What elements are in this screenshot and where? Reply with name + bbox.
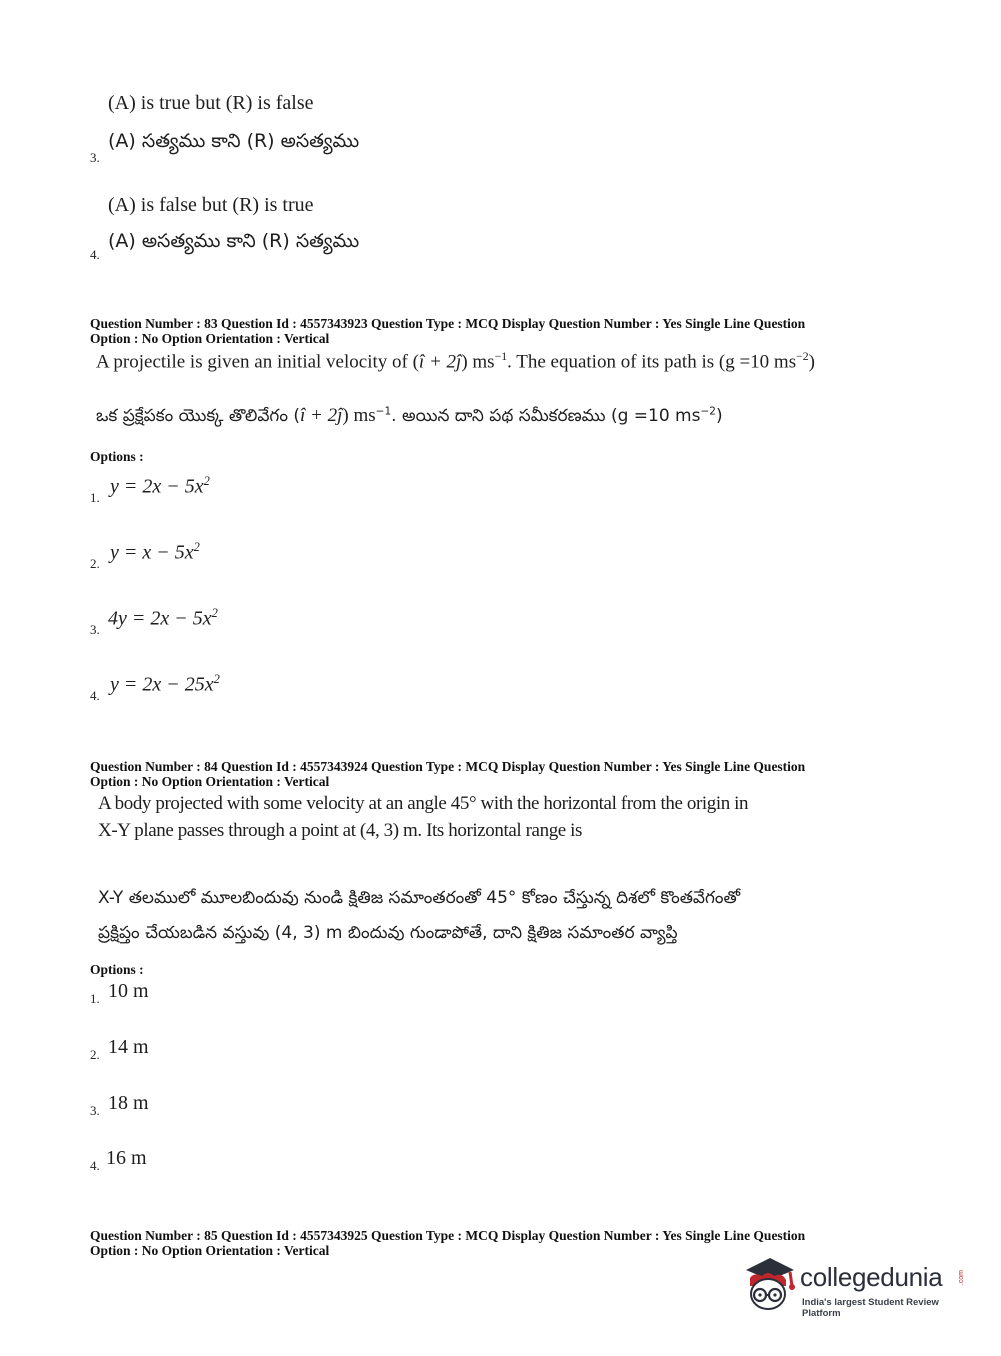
question-84-text-te-line1: X-Y తలములో మూలబిందువు నుండి క్షితిజ సమాంతరంతో 45° కోణం చేస్తున్న దిశలో కొంతవేగంతో — [98, 888, 741, 908]
question-83-option-4-number: 4. — [90, 688, 100, 703]
question-83-meta-line1: Question Number : 83 Question Id : 4557343923 Question Type : MCQ Display Question Number : Yes Single Line Question — [90, 316, 806, 331]
question-83-option-1-equation — [110, 474, 210, 499]
question-83-option-2-equation — [110, 540, 200, 565]
collegedunia-logo[interactable] — [740, 1250, 980, 1320]
question-83-text-en-exp1: −1 — [494, 350, 508, 363]
prev-option-3[interactable] — [88, 88, 688, 168]
question-85-meta-line1: Question Number : 85 Question Id : 4557343925 Question Type : MCQ Display Question Number : Yes Single Line Question — [90, 1228, 806, 1243]
question-83-te-velocity-vector: î + 2ĵ — [300, 405, 343, 426]
question-83-option-3-number: 3. — [90, 622, 100, 637]
question-84-option-4[interactable] — [88, 1145, 288, 1179]
prev-option-4[interactable] — [88, 190, 688, 270]
question-83-option-3-equation — [108, 606, 218, 631]
question-84-text-en-line2: X-Y plane passes through a point at (4, 3) m. Its horizontal range is — [98, 820, 583, 841]
question-84-block — [90, 759, 950, 789]
question-83-meta-line2: Option : No Option Orientation : Vertical — [90, 331, 330, 346]
question-83-text-te-exp2: −2 — [700, 405, 717, 418]
question-84-option-3-value: 18 m — [108, 1092, 149, 1114]
question-83-text-te-part-c: . అయిన దాని పథ సమీకరణము (g =10 ms — [391, 406, 701, 426]
question-84-options-label: Options : — [90, 962, 144, 977]
question-84-option-1[interactable] — [88, 978, 288, 1012]
question-83-option-3-base: 4y = 2x − 5x — [108, 607, 212, 630]
question-83-text-te-part-d: ) — [716, 406, 723, 426]
question-84-meta-line1: Question Number : 84 Question Id : 4557343924 Question Type : MCQ Display Question Number : Yes Single Line Question — [90, 759, 806, 774]
question-83-text-en-part-b: ) ms — [461, 351, 495, 373]
question-83-options-label: Options : — [90, 449, 144, 464]
question-83-option-3-exp: 2 — [211, 606, 218, 620]
question-83-option-2[interactable] — [88, 536, 388, 572]
question-83-text-en-part-c: . The equation of its path is (g =10 ms — [507, 351, 797, 373]
question-84-option-4-value: 16 m — [106, 1147, 147, 1169]
question-83-block — [90, 316, 950, 346]
logo-suffix: .com — [958, 1270, 965, 1286]
question-83-text-te-part-a: ఒక ప్రక్షేపకం యొక్క తొలివేగం ( — [96, 406, 300, 426]
question-83-option-1[interactable] — [88, 470, 388, 506]
prev-option-3-te: (A) సత్యము కాని (R) అసత్యము — [108, 130, 360, 152]
question-84-text-en-line1: A body projected with some velocity at an angle 45° with the horizontal from the origin in — [98, 793, 749, 814]
logo-tagline: India's largest Student Review Platform — [802, 1297, 939, 1319]
question-83-option-1-number: 1. — [90, 490, 100, 505]
question-83-option-3[interactable] — [88, 602, 388, 638]
question-83-text-te-exp1: −1 — [375, 405, 392, 418]
question-84-option-1-value: 10 m — [108, 980, 149, 1002]
question-83-option-4[interactable] — [88, 668, 388, 704]
question-83-text-en-part-a: A projectile is given an initial velocity of ( — [96, 351, 419, 373]
question-84-option-4-number: 4. — [90, 1158, 100, 1173]
question-83-text-te — [96, 405, 723, 430]
question-84-meta-line2: Option : No Option Orientation : Vertical — [90, 774, 330, 789]
question-83-text-en-part-d: ) — [808, 351, 815, 373]
question-83-velocity-vector: î + 2ĵ — [418, 351, 462, 373]
question-84-option-3[interactable] — [88, 1090, 288, 1124]
question-83-option-4-base: y = 2x − 25x — [110, 673, 214, 696]
question-83-text-en-exp2: −2 — [796, 350, 809, 363]
question-84-option-1-number: 1. — [90, 991, 100, 1006]
prev-option-4-number: 4. — [90, 247, 100, 262]
prev-option-3-number: 3. — [90, 150, 100, 165]
question-85-meta-line2: Option : No Option Orientation : Vertical — [90, 1243, 330, 1258]
question-83-option-4-exp: 2 — [213, 672, 220, 686]
question-83-option-2-exp: 2 — [193, 540, 200, 554]
question-83-option-1-exp: 2 — [203, 474, 210, 488]
question-83-option-1-base: y = 2x − 5x — [110, 475, 204, 498]
question-83-option-2-base: y = x − 5x — [110, 541, 194, 564]
question-83-option-2-number: 2. — [90, 556, 100, 571]
question-84-option-2-value: 14 m — [108, 1036, 149, 1058]
question-83-text-te-part-b: ) ms — [342, 405, 376, 426]
question-84-text-te-line2: ప్రక్షిప్తం చేయబడిన వస్తువు (4, 3) m బిందువు గుండాపోతే, దాని క్షితిజ సమాంతర వ్యాప్తి — [98, 923, 678, 943]
prev-option-4-te: (A) అసత్యము కాని (R) సత్యము — [108, 230, 360, 252]
question-84-option-3-number: 3. — [90, 1103, 100, 1118]
prev-option-4-en: (A) is false but (R) is true — [108, 194, 314, 216]
student-mascot-icon — [740, 1252, 798, 1314]
prev-option-3-en: (A) is true but (R) is false — [108, 92, 314, 114]
logo-wordmark: collegedunia — [800, 1262, 943, 1292]
question-83-text-en — [96, 350, 815, 373]
question-83-option-4-equation — [110, 672, 220, 697]
question-84-option-2-number: 2. — [90, 1047, 100, 1062]
question-84-option-2[interactable] — [88, 1034, 288, 1068]
